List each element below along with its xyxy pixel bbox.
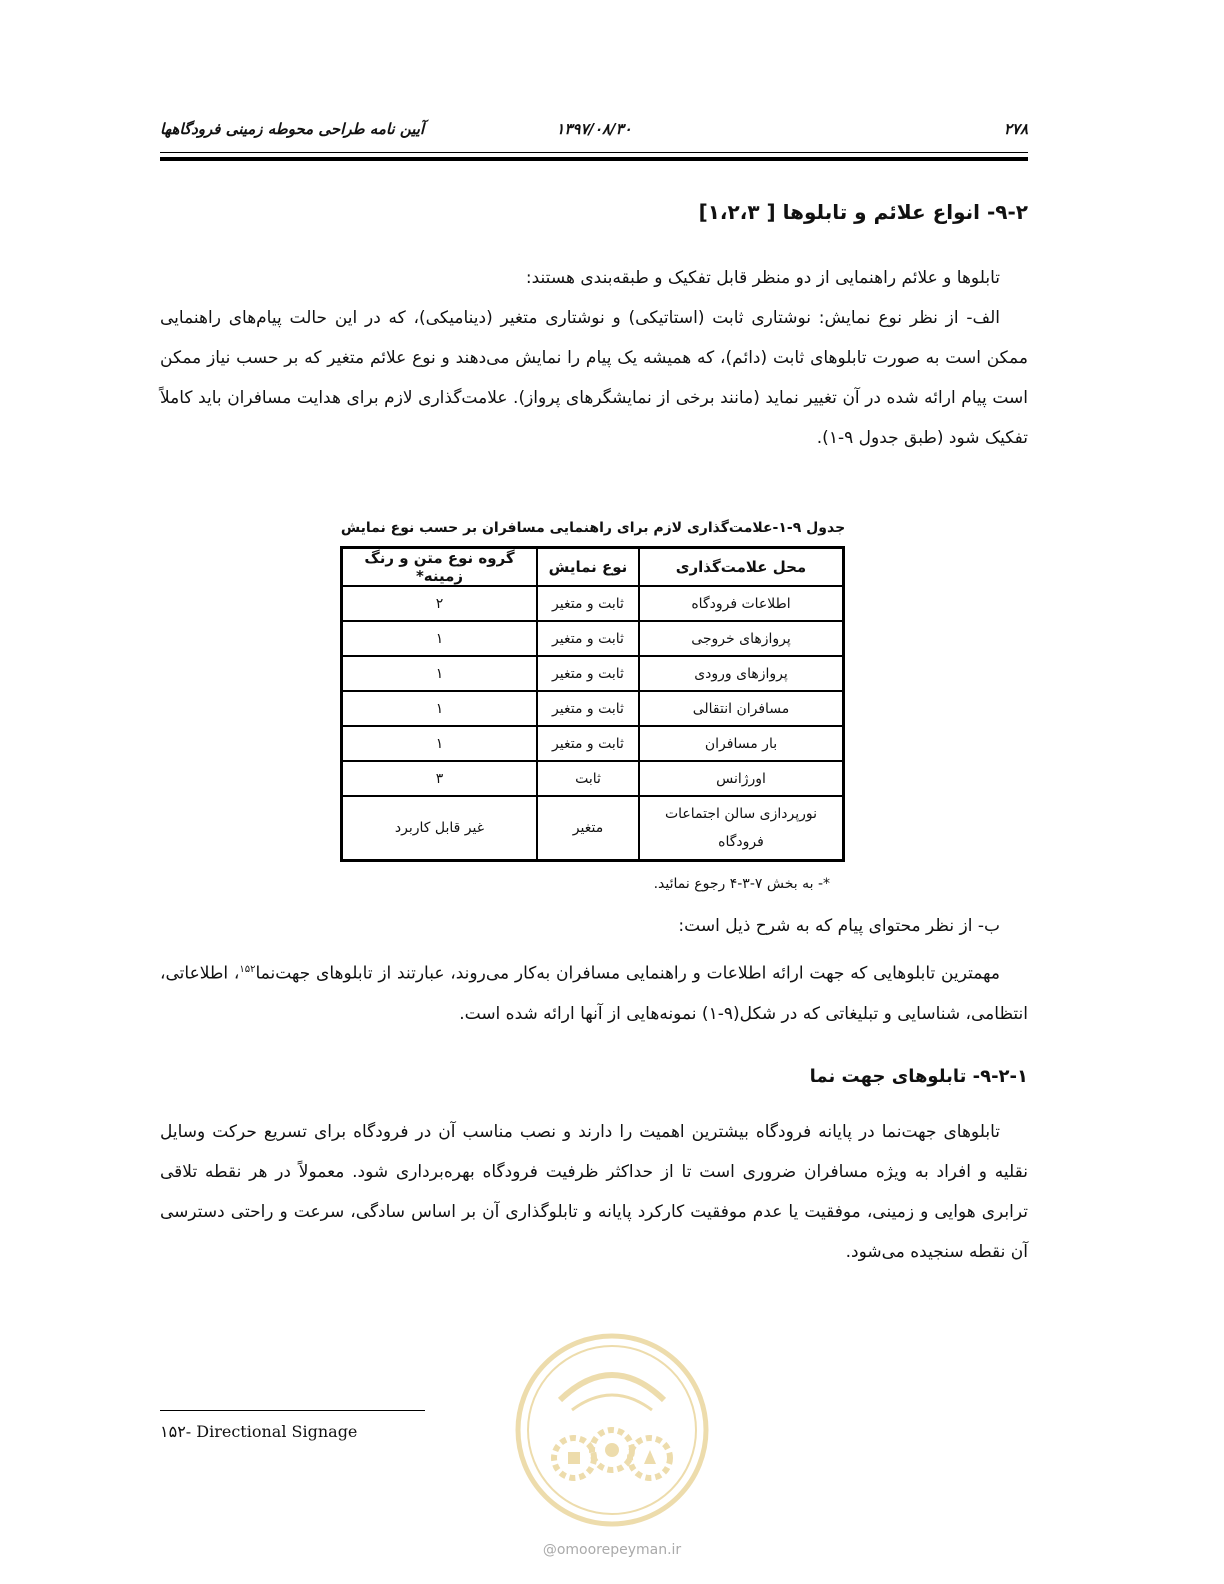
table-row [342,691,844,726]
cell-display-type: ثابت و متغیر [537,621,639,656]
cell-location: پروازهای ورودی [639,656,844,691]
cell-location: مسافران انتقالی [639,691,844,726]
cell-location: پروازهای خروجی [639,621,844,656]
cell-text-group: ۱ [342,656,538,691]
header-title: آیین نامه طراحی محوطه زمینی فرودگاهها [160,120,425,138]
page-number: ۲۷۸ [1003,120,1028,138]
page-header [160,120,1028,146]
header-rule-thick [160,157,1028,161]
col-header-text-group: گروه نوع متن و رنگ زمینه* [342,548,538,587]
cell-display-type: متغیر [537,796,639,861]
col-header-location: محل علامت‌گذاری [639,548,844,587]
table-caption: جدول ۹-۱-علامت‌گذاری لازم برای راهنمایی مسافران بر حسب نوع نمایش [340,520,846,536]
paragraph-a: الف- از نظر نوع نمایش: نوشتاری ثابت (استاتیکی) و نوشتاری متغیر (دینامیکی)، که در این حالت پیام‌های راهنمایی ممکن است به صورت تابلوهای ثابت (دائم)، که همیشه یک پیام را نمایش می‌دهند و نوع علائم متغیر که بر حسب نیاز ممکن است پیام ارائه شده در آن تغییر نماید (مانند برخی از نمایشگرهای پرواز). علامت‌گذاری لازم برای هدایت مسافران باید کاملاً تفکیک شود (طبق جدول ۹-۱). [160,308,1028,448]
watermark-logo-icon [512,1330,712,1530]
table-header-row [342,548,844,587]
cell-display-type: ثابت و متغیر [537,726,639,761]
intro-paragraph: تابلوها و علائم راهنمایی از دو منظر قابل تفکیک و طبقه‌بندی هستند: [525,268,1000,288]
cell-text-group: ۱ [342,621,538,656]
table-row [342,656,844,691]
cell-location: بار مسافران [639,726,844,761]
header-date: ۱۳۹۷/۰۸/۳۰ [556,120,632,138]
main-paragraph-part-2: ، اطلاعاتی، انتظامی، شناسایی و تبلیغاتی که در شکل(۹-۱) نمونه‌هایی از آنها ارائه شده است. [160,963,1028,1024]
table-row [342,761,844,796]
cell-display-type: ثابت و متغیر [537,586,639,621]
cell-location: نورپردازی سالن اجتماعات فرودگاه [639,796,844,861]
subsection-paragraph: تابلوهای جهت‌نما در پایانه فرودگاه بیشترین اهمیت را دارند و نصب مناسب آن در فرودگاه برای تسریع حرکت وسایل نقلیه و افراد به ویژه مسافران ضروری است تا از حداکثر ظرفیت فرودگاه بهره‌برداری شود. معمولاً در هر نقطه تلاقی ترابری هوایی و زمینی، موفقیت یا عدم موفقیت کارکرد پایانه و تابلوگذاری آن بر اساس سادگی، سرعت و راحتی دسترسی آن نقطه سنجیده می‌شود. [160,1122,1028,1262]
table-row [342,796,844,861]
table-note: *- به بخش ۷-۳-۴ رجوع نمائید. [653,876,830,892]
cell-text-group: ۳ [342,761,538,796]
footnote-ref[interactable]: ۱۵۲ [239,964,256,975]
cell-text-group: غیر قابل کاربرد [342,796,538,861]
section-heading: ۹-۲- انواع علائم و تابلوها [ ۱،۲،۳] [698,200,1028,224]
signage-table [340,546,845,862]
header-rule-thin [160,152,1028,153]
table-row [342,621,844,656]
table-row [342,726,844,761]
main-paragraph [160,950,1028,1034]
subsection-heading: ۹-۲-۱- تابلوهای جهت نما [809,1066,1028,1087]
table-row [342,586,844,621]
cell-text-group: ۱ [342,726,538,761]
cell-location: اطلاعات فرودگاه [639,586,844,621]
footnote-rule [160,1410,425,1411]
cell-display-type: ثابت و متغیر [537,691,639,726]
footnote: ۱۵۲- Directional Signage [160,1422,358,1441]
col-header-display-type: نوع نمایش [537,548,639,587]
cell-display-type: ثابت [537,761,639,796]
cell-text-group: ۲ [342,586,538,621]
main-paragraph-part-1: مهمترین تابلوهایی که جهت ارائه اطلاعات و راهنمایی مسافران به‌کار می‌روند، عبارتند از تابلوهای جهت‌نما [255,963,1001,984]
watermark-url: @omoorepeyman.ir [542,1542,682,1558]
cell-display-type: ثابت و متغیر [537,656,639,691]
cell-text-group: ۱ [342,691,538,726]
paragraph-b: ب- از نظر محتوای پیام که به شرح ذیل است: [678,916,1000,936]
cell-location: اورژانس [639,761,844,796]
